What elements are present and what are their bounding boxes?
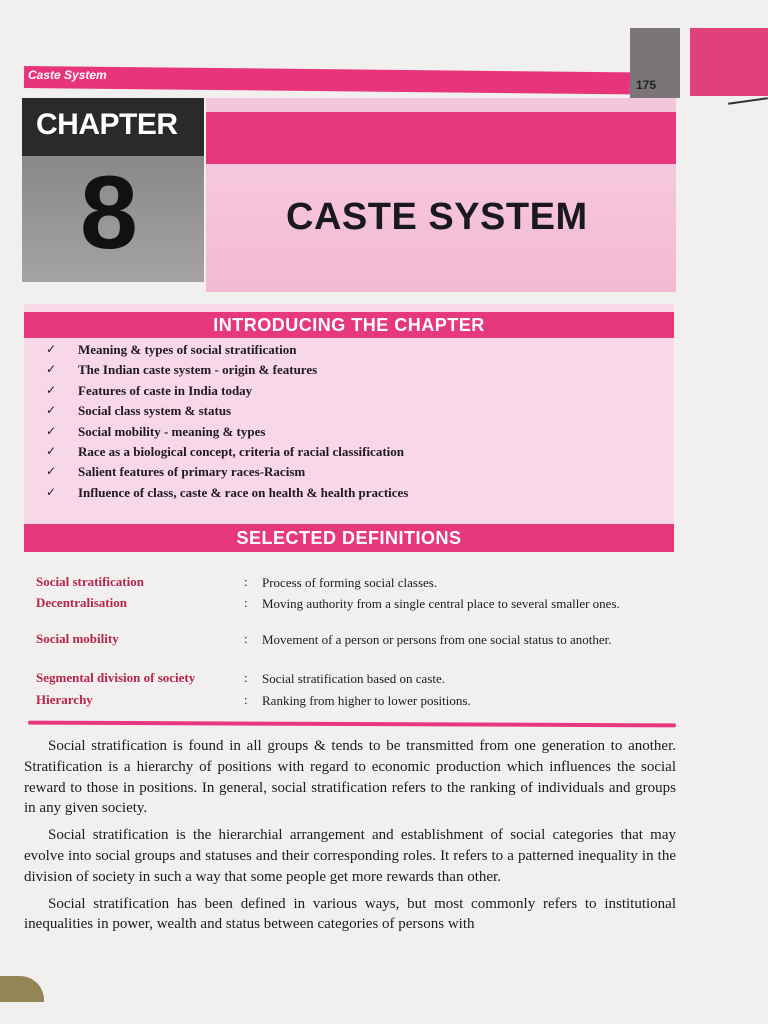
check-icon: ✓ [46,423,57,438]
check-icon: ✓ [46,342,57,356]
definition-term: Social stratification [36,574,144,589]
check-icon: ✓ [46,443,57,458]
body-text [24,736,676,941]
list-item-text: Salient features of primary races-Racism [78,464,306,480]
chapter-number: 8 [80,155,138,271]
page-number: 175 [636,78,657,92]
definition-colon: : [244,670,248,685]
corner-mark [0,976,44,1002]
definition-colon: : [244,631,248,646]
definition-term: Hierarchy [36,692,93,707]
list-item-text: Race as a biological concept, criteria of racial classification [78,443,405,459]
check-icon: ✓ [46,464,57,479]
definition-meaning: Process of forming social classes. [262,575,438,590]
check-icon: ✓ [46,382,57,397]
definition-meaning: Moving authority from a single central place to several smaller ones. [262,596,620,611]
list-item-text: Features of caste in India today [78,382,253,398]
body-paragraph: Social stratification is the hierarchial arrangement and establishment of social categories that may evolve into social groups and statuses and their corresponding roles. It refers to a patterned inequality in the division of society in such a way that some people get more rewards than other. [24,827,676,885]
check-icon: ✓ [46,484,57,499]
definition-colon: : [244,595,248,610]
body-paragraph: Social stratification has been defined in various ways, but most commonly refers to institutional inequalities in power, wealth and status between categories of persons with [24,895,676,933]
definition-meaning: Ranking from higher to lower positions. [262,693,471,708]
list-item-text: Influence of class, caste & race on health & health practices [78,484,409,500]
check-icon: ✓ [46,403,57,418]
title-bar [206,112,676,164]
definition-term: Segmental division of society [36,670,196,685]
chapter-title: CASTE SYSTEM [286,196,588,238]
list-item-text: Meaning & types of social stratification [78,342,297,357]
running-header-bar [24,66,630,94]
list-item-text: The Indian caste system - origin & features [78,362,318,378]
definition-colon: : [244,574,248,589]
definition-colon: : [244,692,248,707]
definition-meaning: Social stratification based on caste. [262,671,446,686]
definitions-heading: SELECTED DEFINITIONS [24,524,674,552]
title-strip [206,98,676,112]
list-item-text: Social class system & status [78,403,232,419]
definition-term: Decentralisation [36,595,127,610]
running-header-title: Caste System [28,68,107,82]
definition-meaning: Movement of a person or persons from one social status to another. [262,632,612,647]
definition-term: Social mobility [36,631,119,646]
section-divider [28,721,676,728]
intro-heading: INTRODUCING THE CHAPTER [24,312,674,338]
page-tab-pink [690,28,768,96]
list-item-text: Social mobility - meaning & types [78,423,266,439]
check-icon: ✓ [46,362,57,377]
edge-mark [728,97,768,105]
body-paragraph: Social stratification is found in all groups & tends to be transmitted from one generation to another. Stratification is a hierarchy of positions with regard to economic production which influences the social reward to those in positions. In general, social stratification refers to the ranking of individuals and groups in any given society. [24,738,676,817]
chapter-label: CHAPTER [36,108,178,141]
